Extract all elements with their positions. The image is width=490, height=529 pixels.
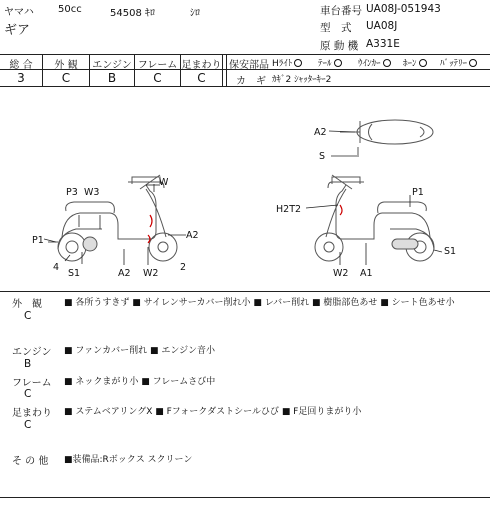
note-text-engine: ■ ファンカバー削れ ■ エンジン音小 xyxy=(64,346,215,356)
grade-engine: B xyxy=(107,71,117,85)
diagram-label: P1 xyxy=(412,187,424,198)
diagram-label: A2 xyxy=(118,268,131,279)
note-title-suspension: 足まわり xyxy=(12,408,52,419)
grade-header-suspension: 足まわり xyxy=(181,60,222,71)
equipment-item: Hﾗｲﾄ xyxy=(272,56,302,69)
grade-header-frame: フレーム xyxy=(137,60,178,71)
equipment-label: 保安部品 xyxy=(229,60,269,71)
body-color: ｼﾛ xyxy=(190,8,200,19)
frame-no: UA08J-051943 xyxy=(366,3,441,15)
note-grade-frame: C xyxy=(24,388,32,400)
key-value: ｶｷﾞ2 ｼｬｯﾀｰｷｰ2 xyxy=(272,75,332,85)
note-text-suspension: ■ ステムベアリングX ■ Fフォークダストシールひび ■ F足回りまがり小 xyxy=(64,407,362,417)
equipment-item: ﾎｰﾝ xyxy=(403,56,427,69)
diagram-label: S1 xyxy=(68,268,81,279)
diagram-label: 4 xyxy=(53,262,60,273)
diagram-label: S1 xyxy=(444,246,457,257)
grade-header-engine: エンジン xyxy=(92,60,132,71)
diagram-label: W2 xyxy=(143,268,159,279)
check-circle-icon xyxy=(334,59,342,67)
check-circle-icon xyxy=(383,59,391,67)
equipment-item: ﾃｰﾙ xyxy=(318,56,342,69)
note-title-exterior: 外 観 xyxy=(12,299,42,310)
scooter-top-view xyxy=(340,120,433,157)
rule xyxy=(0,497,490,498)
diagram-label: S xyxy=(319,151,326,162)
check-circle-icon xyxy=(469,59,477,67)
note-title-engine: エンジン xyxy=(12,347,52,358)
diagram-label: 2 xyxy=(180,262,187,273)
divider xyxy=(222,54,223,86)
engine-label: 原 動 機 xyxy=(320,40,359,52)
diagram-label: A1 xyxy=(360,268,373,279)
rule xyxy=(0,291,490,292)
divider xyxy=(226,54,227,86)
note-title-frame: フレーム xyxy=(12,378,52,389)
note-title-other: そ の 他 xyxy=(12,456,49,467)
model-name: ギア xyxy=(4,23,31,38)
mileage: 54508 ｷﾛ xyxy=(110,8,155,19)
note-grade-engine: B xyxy=(24,358,32,370)
check-circle-icon xyxy=(294,59,302,67)
grade-exterior: C xyxy=(61,71,71,85)
equipment-item: ｳｲﾝｶｰ xyxy=(358,56,391,69)
diagram-label: P3 xyxy=(66,187,78,198)
frame-no-label: 車台番号 xyxy=(320,5,362,17)
diagram-label: W3 xyxy=(84,187,100,198)
displacement: 50cc xyxy=(58,4,82,15)
check-circle-icon xyxy=(419,59,427,67)
rule xyxy=(0,54,490,55)
note-grade-exterior: C xyxy=(24,310,32,322)
grade-frame: C xyxy=(153,71,162,85)
maker: ヤマハ xyxy=(4,7,34,18)
note-text-other: ■装備品:Rボックス スクリーン xyxy=(64,455,193,465)
key-label: カ ギ xyxy=(236,76,266,87)
note-text-frame: ■ ネックまがり小 ■ フレームさび中 xyxy=(64,377,216,387)
note-grade-suspension: C xyxy=(24,419,32,431)
grade-header-exterior: 外 観 xyxy=(54,60,78,71)
note-text-exterior: ■ 各所うすきず ■ サイレンサーカバー削れ小 ■ レバー削れ ■ 樹脂部色あせ ■ シート色あせ小 xyxy=(64,298,455,308)
type-label: 型 式 xyxy=(320,22,352,34)
diagram-label: A2 xyxy=(314,127,327,138)
diagram-label: W2 xyxy=(333,268,349,279)
grade-suspension: C xyxy=(197,71,206,85)
grade-header-overall: 総 合 xyxy=(9,60,33,71)
diagram-label: A2 xyxy=(186,230,199,241)
diagram-label: H2T2 xyxy=(276,204,302,215)
type-value: UA08J xyxy=(366,20,398,32)
grade-overall: 3 xyxy=(17,71,25,85)
diagram-label: P1 xyxy=(32,235,44,246)
engine-value: A331E xyxy=(366,38,400,50)
equipment-item: ﾊﾞｯﾃﾘｰ xyxy=(440,56,477,69)
diagram-label: W xyxy=(159,177,169,188)
